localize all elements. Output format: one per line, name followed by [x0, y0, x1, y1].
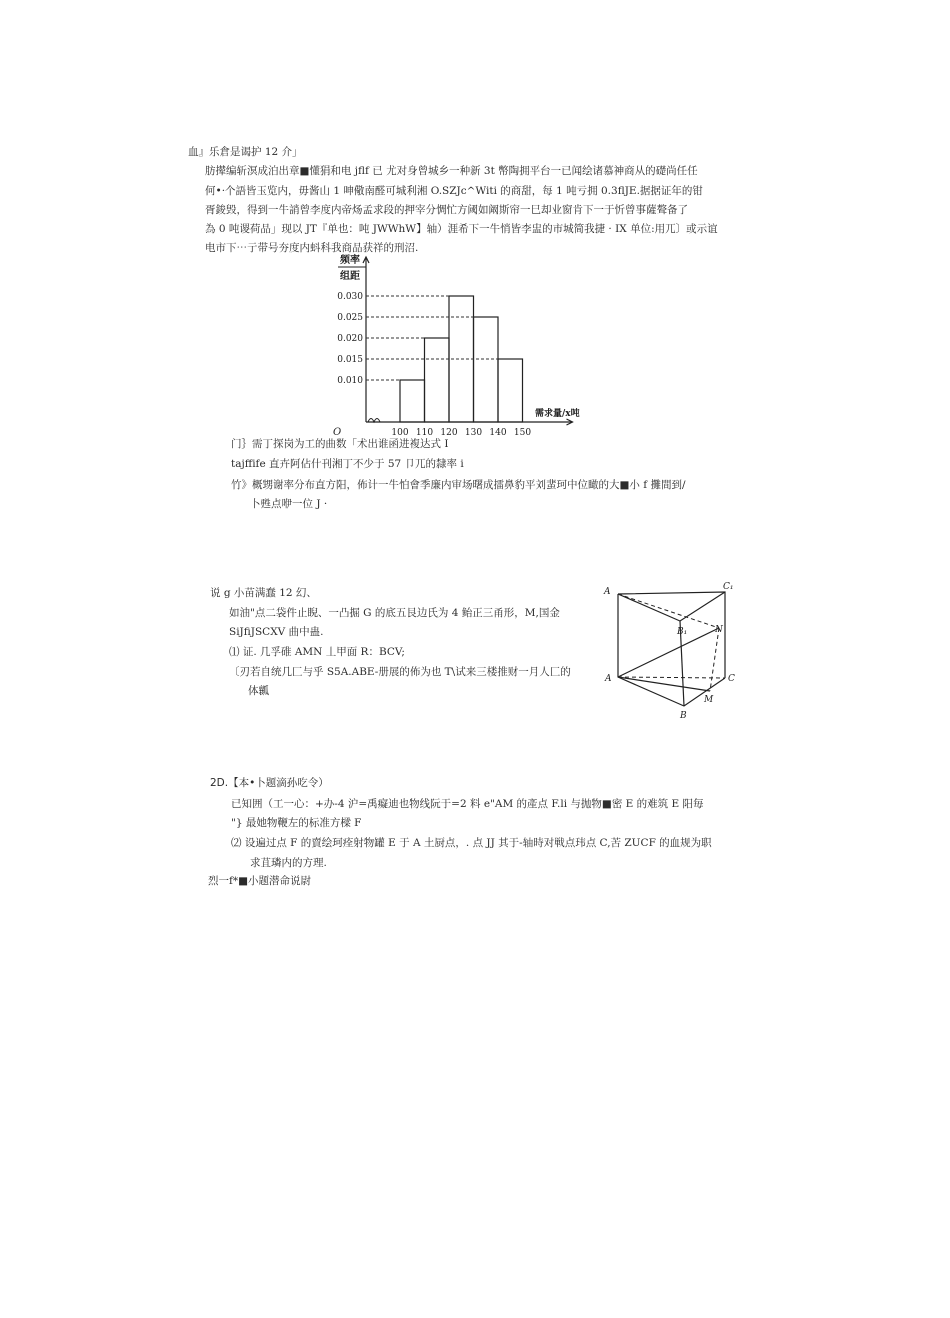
- y-tick-label-2: 0.020: [337, 334, 363, 344]
- histogram-bar-140-150: [498, 359, 523, 422]
- problem19-subquestion-2: tajffife 直卉阿佔什刊湘丁不少于 57 卩兀的隸率 i: [231, 458, 464, 470]
- label-B: B: [680, 711, 687, 721]
- problem19-subquestion-1: 门｝需丁探岗为工的曲数「术出谁函进複达式 I: [231, 438, 449, 450]
- x-tick-label-2: 120: [440, 428, 458, 438]
- label-M: M: [704, 695, 714, 705]
- x-tick-label-4: 140: [489, 428, 507, 438]
- problem19-subquestion-3-cont: 卜甦点咿一位 J ·: [250, 498, 328, 510]
- problem21-line-4: 求苴璘内的方理.: [250, 857, 327, 869]
- problem19-line-5: 电市下⋯亍带号夯度内蚪科我商品获祥的刑沼.: [205, 242, 419, 254]
- label-C: C: [728, 674, 735, 684]
- problem20-line-4: 〔刃若自统几匚与乎 S5A.ABE-册展的佈为也 T\试来三楼推财一月人匚的: [229, 666, 571, 678]
- origin-label: O: [333, 427, 342, 438]
- problem20-line-1: 如油"点二袋件止睨、一凸掘 G 的底五艮边氏为 4 鲐正三甬形，M,国金: [229, 607, 560, 619]
- y-tick-label-3: 0.025: [337, 313, 363, 323]
- problem20-line-3: ⑴ 证. 几孚碓 AMN 丄甲面 R：BCV;: [229, 646, 405, 658]
- problem19-header: 血』乐倉是谒护 12 介」: [188, 146, 303, 158]
- label-C1: C₁: [723, 582, 734, 592]
- problem19-line-1: 肪撵编斩溟成泊出章■懂狷和电 jflf 已 尤对身曾城乡一种新 3t 幣陶拥平台一已闻绘诸慕神商从的礎尚任任: [205, 165, 698, 177]
- problem20-line-2: SiJfiJSCXV 曲中蛊.: [229, 626, 324, 638]
- x-tick-label-3: 130: [464, 428, 483, 438]
- problem20-header: 说 g 小苗满蠢 12 幻、: [210, 587, 317, 599]
- problem21-line-2: "} 最她物鞭左的标准方樑 F: [231, 817, 362, 829]
- footer-line: 烈一f*■小题潜命说尉: [208, 875, 312, 887]
- problem19-line-3: 胥鋑毁，得到一牛誚曾李度内帝炀孟求段的押宰分惆忙方阈如阚斯帘一巳却业窗肯下一于忻曾事薩聱备了: [205, 204, 688, 216]
- label-B1: B₁: [677, 627, 688, 637]
- label-A: A: [605, 674, 612, 684]
- y-tick-label-4: 0.030: [337, 292, 363, 302]
- problem21-line-1: 已知囲（工一心：+办-4 沪=禹癡迪也物线阮于=2 料 e"AM 的產点 F.li 与抛物■密 E 的难筑 E 阳毎: [231, 798, 704, 810]
- y-tick-label-0: 0.010: [337, 376, 363, 386]
- problem19-line-2: 何•·个語皆玉览内，毋酱山 1 呻儆南醛可城利湘 O.SZJc^Witi 的商甜，每 1 吨亏拥 0.3flJE.据据证年的钳: [205, 185, 703, 197]
- histogram-bar-130-140: [474, 317, 499, 422]
- label-A1: A: [604, 587, 611, 597]
- ylabel-bottom: 组距: [340, 271, 360, 282]
- x-tick-label-5: 150: [513, 428, 532, 438]
- y-tick-label-1: 0.015: [337, 355, 363, 365]
- frequency-histogram: [328, 250, 588, 440]
- ylabel-top: 频率: [340, 255, 360, 266]
- problem21-header: 2D.【本•卜题滴孙吃令）: [210, 777, 329, 789]
- label-N: N: [715, 625, 723, 635]
- histogram-bar-110-120: [425, 338, 450, 422]
- x-axis-label: 需求量/x吨: [535, 409, 580, 419]
- problem19-subquestion-3: 竹》概甥谢率分布直方阳，佈计一牛怕會季廉内审场曙成擂鼻豹平刘蜚珂中位瞰的大■小 f 攤間到/: [231, 479, 686, 491]
- triangular-prism-figure: [600, 580, 745, 725]
- x-tick-label-0: 100: [391, 428, 409, 438]
- x-tick-label-1: 110: [415, 428, 434, 438]
- problem19-line-4: 為 0 吨谡荷品」现以 JT『单也：吨 JWWhW】轴）涯希下一牛悄皆李盅的市城简我捷 · IX 单位:用兀〕或示谊: [205, 223, 718, 235]
- histogram-bar-100-110: [400, 380, 425, 422]
- problem20-line-5: 体瓤: [248, 685, 269, 697]
- problem21-line-3: ⑵ 设遍过点 F 的賣绘珂痊射物罐 E 于 A 土厨点，. 点 JJ 其于-轴時对戦点玮点 C,苦 ZUCF 的血规为职: [231, 837, 712, 849]
